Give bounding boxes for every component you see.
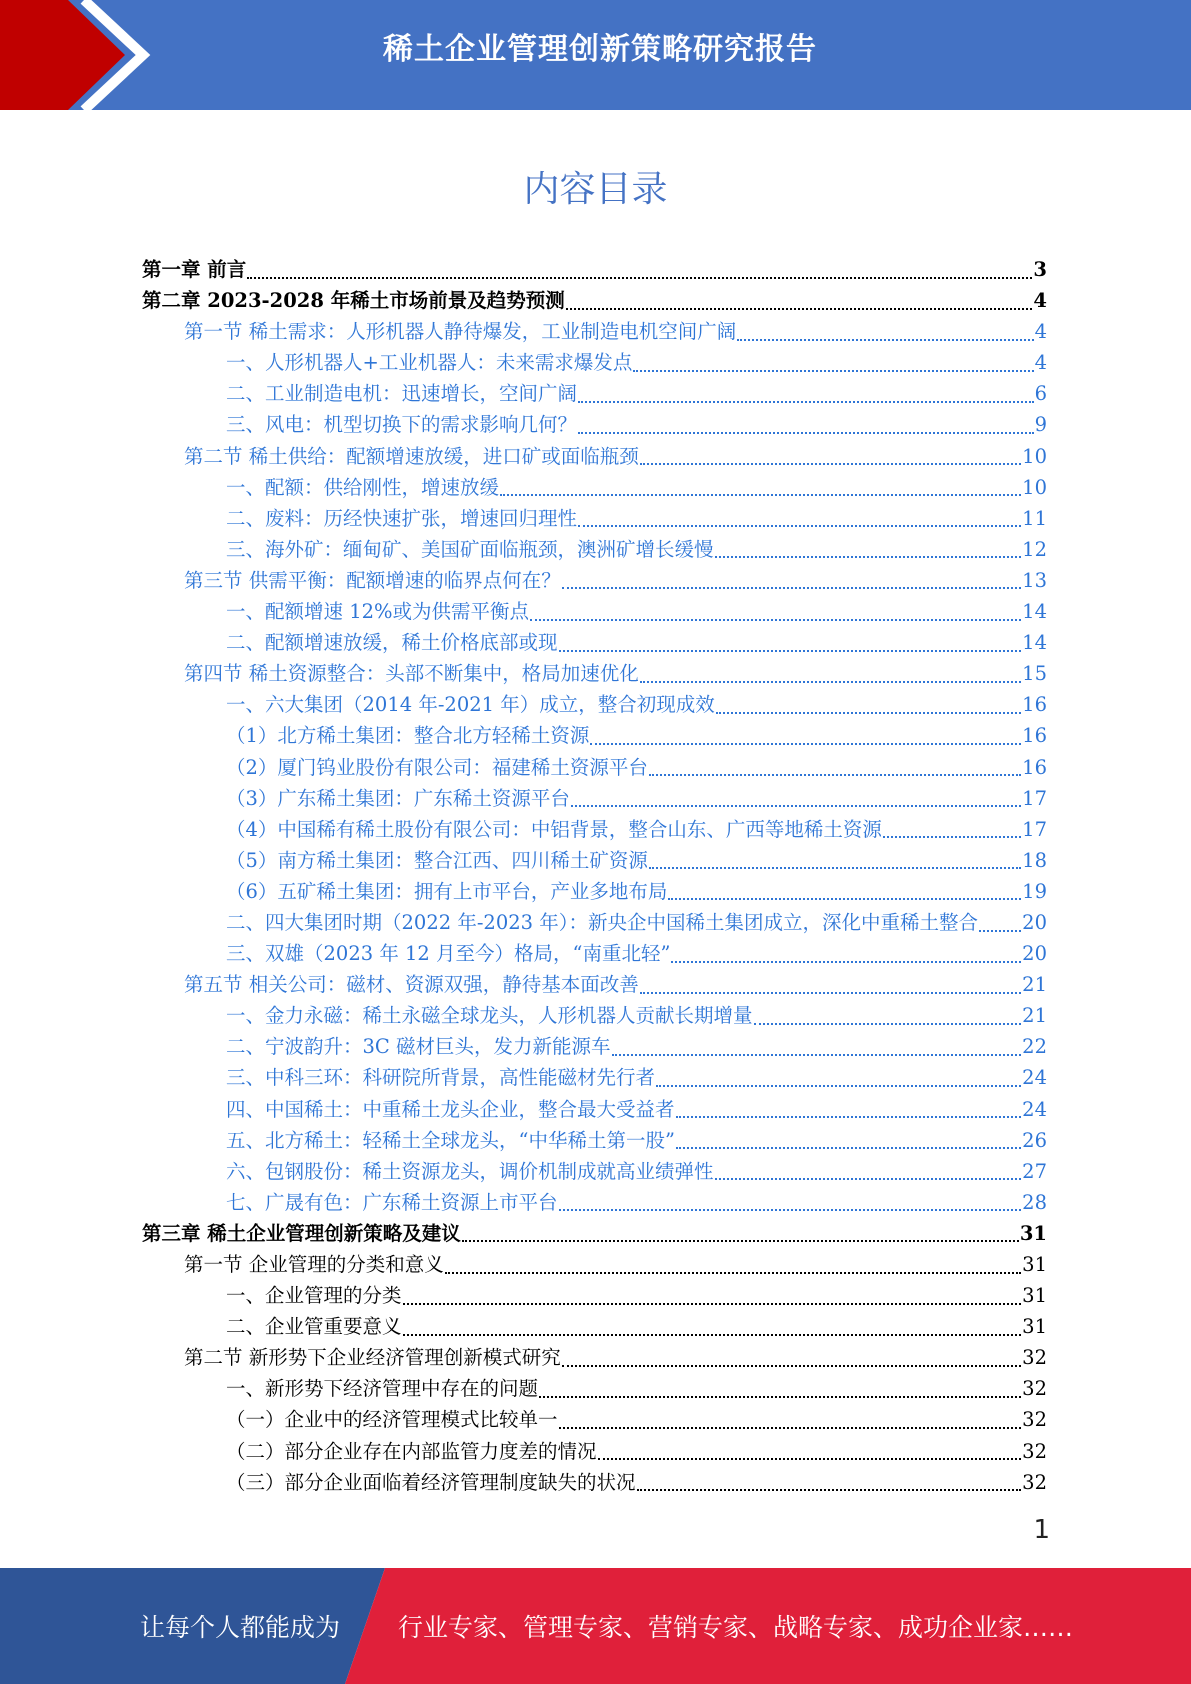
toc-dot-leader [754,1023,1022,1025]
toc-entry[interactable] [142,409,1047,440]
toc-entry-title: 第一节 稀土需求：人形机器人静待爆发，工业制造电机空间广阔 [184,320,737,344]
toc-entry-page: 31 [1019,1221,1047,1245]
toc-entry-title: 三、风电：机型切换下的需求影响几何？ [226,413,578,437]
toc-entry-page: 14 [1022,631,1047,655]
toc-entry[interactable] [142,1249,1047,1280]
toc-entry[interactable] [142,1094,1047,1125]
toc-dot-leader [637,1489,1022,1491]
toc-entry-title: （1）北方稀土集团：整合北方轻稀土资源 [226,724,590,748]
toc-entry-title: 二、宁波韵升：3C 磁材巨头，发力新能源车 [226,1035,611,1059]
toc-entry-page: 14 [1022,600,1047,624]
toc-entry[interactable] [142,1125,1047,1156]
toc-entry-page: 31 [1022,1253,1047,1276]
toc-entry-page: 4 [1033,289,1047,313]
toc-dot-leader [403,1334,1022,1336]
toc-entry-title: 二、企业管重要意义 [226,1315,402,1339]
toc-entry-title: 第二节 稀土供给：配额增速放缓，进口矿或面临瓶颈 [184,444,639,468]
toc-entry-page: 16 [1022,693,1047,717]
toc-entry-page: 20 [1022,942,1047,966]
toc-entry-title: 一、人形机器人+工业机器人：未来需求爆发点 [226,351,633,375]
toc-dot-leader [539,1396,1021,1398]
toc-dot-leader [571,805,1021,807]
toc-dot-leader [656,1085,1021,1087]
toc-entry-title: 二、四大集团时期（2022 年-2023 年）：新央企中国稀土集团成立，深化中重稀土整合 [226,910,978,934]
toc-entry[interactable] [142,1031,1047,1062]
toc-dot-leader [247,277,1032,279]
toc-dot-leader [462,1240,1019,1242]
toc-entry[interactable] [142,907,1047,938]
toc-entry-page: 28 [1022,1190,1047,1214]
toc-entry-title: （一）企业中的经济管理模式比较单一 [226,1408,558,1432]
toc-entry[interactable] [142,1000,1047,1031]
toc-entry-title: 一、企业管理的分类 [226,1284,402,1308]
toc-dot-leader [445,1272,1021,1274]
toc-heading: 内容目录 [523,169,668,210]
toc-entry-page: 16 [1022,724,1047,748]
toc-entry[interactable] [142,1156,1047,1187]
toc-entry-page: 19 [1022,879,1047,903]
toc-entry[interactable] [142,845,1047,876]
toc-entry-title: 一、六大集团（2014 年-2021 年）成立，整合初现成效 [226,693,715,717]
toc-dot-leader [640,681,1021,683]
toc-entry-title: 二、配额增速放缓，稀土价格底部或现 [226,631,558,655]
toc-entry[interactable] [142,378,1047,409]
header-arrow-decoration [0,0,160,110]
toc-entry[interactable] [142,876,1047,907]
toc-entry-page: 20 [1022,910,1047,934]
toc-entry[interactable] [142,1311,1047,1342]
table-of-contents [142,254,1047,1498]
toc-entry-page: 10 [1022,444,1047,468]
toc-entry-title: （三）部分企业面临着经济管理制度缺失的状况 [226,1470,636,1494]
toc-dot-leader [578,432,1034,434]
toc-entry[interactable] [142,814,1047,845]
toc-entry-page: 32 [1022,1377,1047,1401]
toc-entry-page: 24 [1022,1066,1047,1090]
toc-entry-title: 三、中科三环：科研院所背景，高性能磁材先行者 [226,1066,656,1090]
toc-entry-page: 32 [1022,1470,1047,1494]
toc-entry[interactable] [142,658,1047,689]
toc-dot-leader [715,556,1022,558]
toc-entry-page: 22 [1022,1035,1047,1059]
toc-dot-leader [671,961,1021,963]
toc-entry[interactable] [142,1062,1047,1093]
toc-dot-leader [979,930,1021,932]
toc-entry-page: 32 [1022,1346,1047,1370]
toc-entry[interactable] [142,938,1047,969]
footer-slogan-left: 让每个人都能成为 [140,1613,341,1642]
toc-dot-leader [562,1365,1021,1367]
toc-entry-page: 3 [1033,258,1047,281]
toc-entry-page: 10 [1022,475,1047,499]
toc-entry-page: 32 [1022,1439,1047,1463]
toc-entry-page: 32 [1022,1408,1047,1432]
toc-dot-leader [737,339,1033,341]
toc-entry-page: 31 [1022,1315,1047,1339]
toc-entry-title: （5）南方稀土集团：整合江西、四川稀土矿资源 [226,848,648,872]
toc-entry[interactable] [142,347,1047,378]
toc-dot-leader [500,494,1021,496]
toc-entry[interactable] [142,254,1047,285]
toc-entry-page: 9 [1034,413,1047,437]
toc-dot-leader [612,1054,1022,1056]
toc-entry-page: 21 [1022,973,1047,997]
toc-dot-leader [598,1458,1022,1460]
toc-entry[interactable] [142,1404,1047,1435]
toc-entry-title: （2）厦门钨业股份有限公司：福建稀土资源平台 [226,755,648,779]
toc-dot-leader [559,1427,1022,1429]
toc-entry[interactable] [142,1436,1047,1467]
toc-entry[interactable] [142,752,1047,783]
toc-dot-leader [403,1303,1022,1305]
toc-entry-page: 27 [1022,1159,1047,1183]
toc-entry-page: 15 [1022,662,1047,686]
toc-dot-leader [640,992,1021,994]
toc-dot-leader [676,1147,1021,1149]
toc-entry[interactable] [142,1218,1047,1249]
toc-dot-leader [676,1116,1022,1118]
toc-dot-leader [715,1178,1022,1180]
toc-entry-title: 一、配额增速 12%或为供需平衡点 [226,600,530,624]
toc-dot-leader [566,308,1033,310]
toc-entry-title: 第一节 企业管理的分类和意义 [184,1253,444,1276]
toc-dot-leader [578,525,1021,527]
toc-entry-title: 第二节 新形势下企业经济管理创新模式研究 [184,1346,561,1370]
toc-entry[interactable] [142,285,1047,316]
toc-entry-title: 七、广晟有色：广东稀土资源上市平台 [226,1190,558,1214]
toc-entry[interactable] [142,596,1047,627]
toc-entry[interactable] [142,1373,1047,1404]
toc-dot-leader [530,619,1021,621]
toc-entry[interactable] [142,316,1047,347]
toc-dot-leader [559,1209,1022,1211]
toc-entry-title: （二）部分企业存在内部监管力度差的情况 [226,1439,597,1463]
toc-dot-leader [578,401,1034,403]
toc-entry-page: 24 [1022,1097,1047,1121]
toc-entry[interactable] [142,503,1047,534]
toc-entry[interactable] [142,565,1047,596]
toc-entry-page: 17 [1022,786,1047,810]
toc-entry-title: 第二章 2023-2028 年稀土市场前景及趋势预测 [142,289,565,313]
toc-entry-title: 第四节 稀土资源整合：头部不断集中，格局加速优化 [184,662,639,686]
toc-entry[interactable] [142,1187,1047,1218]
toc-entry[interactable] [142,969,1047,1000]
toc-dot-leader [633,370,1033,372]
toc-entry-title: 一、新形势下经济管理中存在的问题 [226,1377,539,1401]
toc-entry-title: 五、北方稀土：轻稀土全球龙头，“中华稀土第一股” [226,1128,675,1152]
toc-entry-page: 11 [1022,506,1047,530]
toc-dot-leader [649,867,1021,869]
toc-entry-title: 一、配额：供给刚性，增速放缓 [226,475,500,499]
toc-entry[interactable] [142,1467,1047,1498]
toc-dot-leader [559,650,1022,652]
toc-entry[interactable] [142,627,1047,658]
toc-dot-leader [883,836,1021,838]
toc-entry-page: 31 [1022,1284,1047,1308]
toc-entry-title: 二、废料：历经快速扩张，增速回归理性 [226,506,578,530]
toc-dot-leader [716,712,1021,714]
toc-entry-page: 18 [1022,848,1047,872]
toc-entry[interactable] [142,441,1047,472]
toc-entry-title: 第一章 前言 [142,258,247,281]
toc-entry-title: （6）五矿稀土集团：拥有上市平台，产业多地布局 [226,879,668,903]
toc-dot-leader [590,743,1021,745]
toc-entry[interactable] [142,472,1047,503]
toc-dot-leader [640,463,1021,465]
toc-entry-page: 6 [1034,382,1047,406]
toc-entry[interactable] [142,1280,1047,1311]
toc-entry-title: 四、中国稀土：中重稀土龙头企业，整合最大受益者 [226,1097,675,1121]
toc-entry-title: 第三章 稀土企业管理创新策略及建议 [142,1221,461,1245]
toc-entry-title: 二、工业制造电机：迅速增长，空间广阔 [226,382,578,406]
toc-entry-title: （4）中国稀有稀土股份有限公司：中铝背景，整合山东、广西等地稀土资源 [226,817,882,841]
toc-entry-title: 一、金力永磁：稀土永磁全球龙头，人形机器人贡献长期增量 [226,1004,753,1028]
report-title: 稀土企业管理创新策略研究报告 [383,32,817,67]
toc-entry[interactable] [142,783,1047,814]
toc-entry[interactable] [142,1342,1047,1373]
toc-entry-title: 第三节 供需平衡：配额增速的临界点何在？ [184,568,561,592]
toc-entry-title: （3）广东稀土集团：广东稀土资源平台 [226,786,570,810]
toc-entry[interactable] [142,720,1047,751]
toc-entry[interactable] [142,689,1047,720]
toc-entry-page: 26 [1022,1128,1047,1152]
toc-entry-page: 4 [1034,351,1047,375]
footer-slogan-right: 行业专家、管理专家、营销专家、战略专家、成功企业家…… [398,1613,1074,1642]
toc-dot-leader [649,774,1021,776]
toc-entry-page: 12 [1022,537,1047,561]
toc-entry-page: 4 [1034,320,1047,344]
toc-dot-leader [562,587,1021,589]
toc-entry[interactable] [142,534,1047,565]
toc-entry-page: 17 [1022,817,1047,841]
page-number: 1 [1033,1515,1050,1545]
toc-entry-title: 第五节 相关公司：磁材、资源双强，静待基本面改善 [184,973,639,997]
toc-entry-title: 三、双雄（2023 年 12 月至今）格局，“南重北轻” [226,942,671,966]
toc-entry-title: 六、包钢股份：稀土资源龙头，调价机制成就高业绩弹性 [226,1159,714,1183]
toc-entry-page: 21 [1022,1004,1047,1028]
toc-entry-title: 三、海外矿：缅甸矿、美国矿面临瓶颈，澳洲矿增长缓慢 [226,537,714,561]
toc-dot-leader [668,898,1021,900]
toc-entry-page: 16 [1022,755,1047,779]
toc-entry-page: 13 [1022,568,1047,592]
